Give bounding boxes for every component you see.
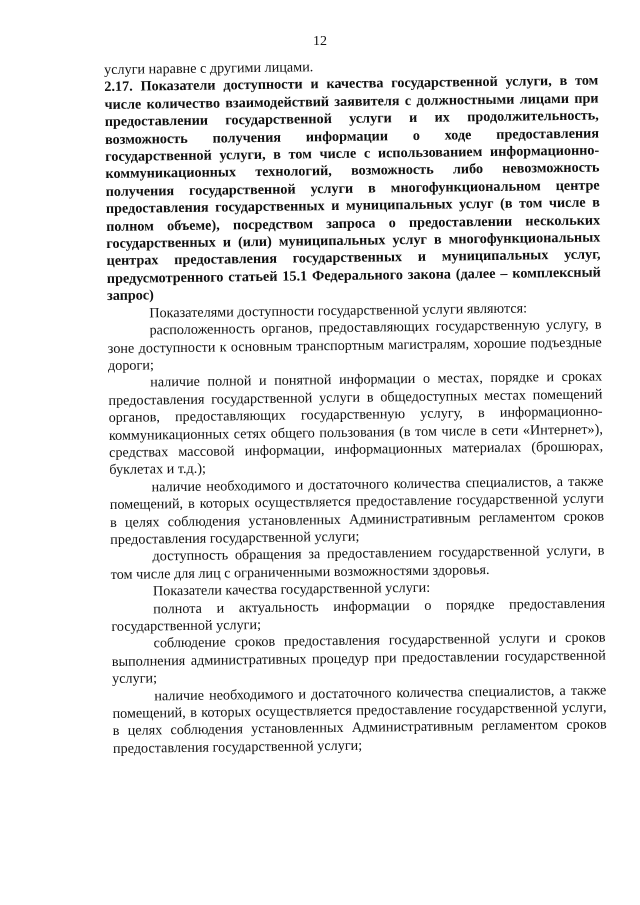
paragraph-staff-premises: наличие необходимого и достаточного количества специалистов, а также помещений, в которых осуществляется предоставление государственной услуги в целях соблюдения установленных Административным регламентом сроков предоставления государственной услуги; xyxy=(109,473,605,548)
paragraph-staff-premises-quality: наличие необходимого и достаточного количества специалистов, а также помещений, в которых осуществляется предоставление государственной услуги, в целях соблюдения установленных Административным регламентом сроков предоставления государственной услуги; xyxy=(112,682,607,757)
paragraph-quality-intro: Показатели качества государственной услуги: xyxy=(152,579,431,600)
paragraph-accessibility-intro: Показателями доступности государственной услуги являются: xyxy=(149,300,528,322)
paragraph-continuation: услуги наравне с другими лицами. xyxy=(104,59,314,78)
paragraph-information-completeness: полнота и актуальность информации о порядке предоставления государственной услуги; xyxy=(111,595,606,635)
paragraph-information-availability: наличие полной и понятной информации о местах, порядке и сроках предоставления государственной услуги в общедоступных местах помещений органов, предоставляющих государственную услугу, в информационно-коммуникационных сетях общего пользования (в том числе в сети «Интернет»), средствах массовой информации, информационных материалах (брошюрах, буклетах и т.д.); xyxy=(108,368,604,479)
paragraph-deadlines: соблюдение сроков предоставления государственной услуги и сроков выполнения административных процедур при предоставлении государственной услуги; xyxy=(111,629,606,688)
paragraph-location: расположенность органов, предоставляющих государственную услугу, в зоне доступности к основным транспортным магистралям, хорошие подъездные дороги; xyxy=(107,316,602,374)
section-heading-2-17: 2.17. Показатели доступности и качества государственной услуги, в том числе количество взаимодействий заявителя с должностными лицами при предоставлении государственной услуги и их продолжительность, возможность получения информации о ходе предоставления государственной услуги, в том числе с использованием информационно-коммуникационных технологий, возможность либо невозможность получения государственной услуги в многофункциональном центре предоставления государственных и муниципальных услуг (в том числе в полном объеме), посредством запроса о предоставлении нескольких государственных и (или) муниципальных услуг в многофункциональных центрах предоставления государственных и муниципальных услуг, предусмотренного статьей 15.1 Федерального закона (далее – комплексный запрос) xyxy=(104,72,601,305)
paragraph-access-disabled: доступность обращения за предоставлением государственной услуги, в том числе для лиц с ограниченными возможностями здоровья. xyxy=(110,542,605,583)
document-body xyxy=(104,56,607,759)
page-number: 12 xyxy=(313,34,327,49)
